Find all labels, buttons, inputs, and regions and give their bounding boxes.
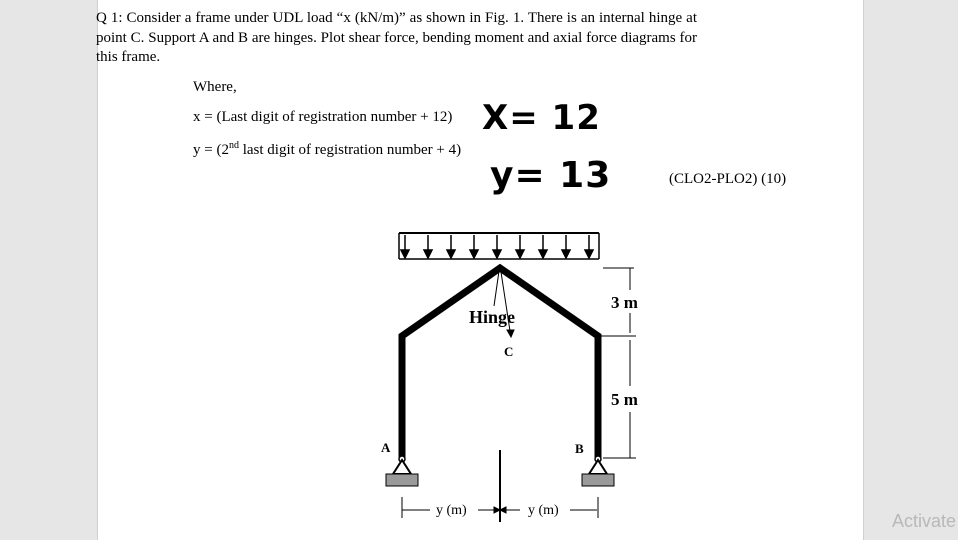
span-right-label: y (m)	[528, 503, 559, 518]
point-a-label: A	[381, 440, 391, 455]
point-b-label: B	[575, 441, 584, 456]
horizontal-dimension-lines	[402, 450, 598, 522]
span-left-label: y (m)	[436, 503, 467, 518]
dimension-3m: 3 m	[611, 293, 638, 312]
y-definition-superscript: nd	[228, 140, 239, 151]
activation-watermark: Activate	[892, 511, 957, 531]
x-definition: x = (Last digit of registration number + 12)	[193, 109, 453, 125]
frame-members	[402, 268, 598, 458]
handwritten-x-value: X= 12	[482, 98, 601, 138]
where-label: Where,	[193, 79, 237, 95]
udl-load-arrows	[399, 233, 599, 259]
question-text: Q 1: Consider a frame under UDL load “x (kN/m)” as shown in Fig. 1. There is an internal hinge at point C. Support A and B are hinges. Plot shear force, bending moment and axial force diagrams for this frame.	[96, 10, 697, 65]
handwritten-y-value: y= 13	[490, 155, 612, 196]
y-definition-suffix: last digit of registration number + 4)	[238, 142, 462, 158]
support-b	[582, 456, 614, 486]
hinge-leader	[494, 271, 514, 337]
support-a	[386, 456, 418, 486]
clo-plo-marks: (CLO2-PLO2) (10)	[669, 171, 787, 187]
point-c-label: C	[504, 344, 514, 359]
y-definition-prefix: y = (2	[193, 142, 229, 158]
dimension-5m: 5 m	[611, 390, 638, 409]
hinge-label: Hinge	[469, 307, 516, 327]
